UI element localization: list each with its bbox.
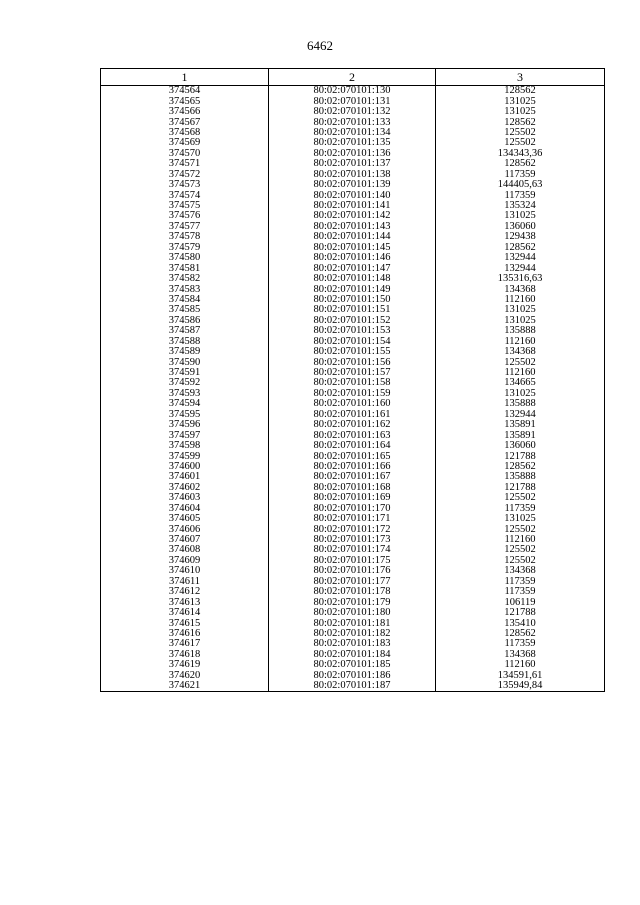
value-cell: 131025: [436, 96, 605, 106]
value-cell: 131025: [436, 316, 605, 326]
page-number: 6462: [307, 38, 333, 53]
row-number-cell: 374615: [101, 618, 269, 628]
cadastral-number-cell: 80:02:070101:181: [269, 618, 436, 628]
row-number-cell: 374572: [101, 170, 269, 180]
cadastral-number-cell: 80:02:070101:155: [269, 347, 436, 357]
table-row: [101, 420, 605, 430]
row-number-cell: 374569: [101, 138, 269, 148]
row-number-cell: 374584: [101, 295, 269, 305]
value-cell: 117359: [436, 170, 605, 180]
row-number-cell: 374582: [101, 274, 269, 284]
row-number-cell: 374574: [101, 190, 269, 200]
value-cell: 134591,61: [436, 671, 605, 681]
table-row: [101, 587, 605, 597]
table-row: [101, 180, 605, 190]
value-cell: 117359: [436, 587, 605, 597]
value-cell: 135410: [436, 618, 605, 628]
cadastral-number-cell: 80:02:070101:143: [269, 222, 436, 232]
row-number-cell: 374603: [101, 493, 269, 503]
value-cell: 117359: [436, 504, 605, 514]
table-row: [101, 493, 605, 503]
value-cell: 132944: [436, 410, 605, 420]
cadastral-number-cell: 80:02:070101:135: [269, 138, 436, 148]
table-row: [101, 274, 605, 284]
value-cell: 121788: [436, 608, 605, 618]
value-cell: 136060: [436, 222, 605, 232]
cadastral-number-cell: 80:02:070101:172: [269, 524, 436, 534]
value-cell: 121788: [436, 483, 605, 493]
row-number-cell: 374591: [101, 368, 269, 378]
table-row: [101, 326, 605, 336]
row-number-cell: 374583: [101, 284, 269, 294]
cadastral-number-cell: 80:02:070101:130: [269, 86, 436, 97]
cadastral-number-cell: 80:02:070101:177: [269, 577, 436, 587]
cadastral-number-cell: 80:02:070101:148: [269, 274, 436, 284]
row-number-cell: 374580: [101, 253, 269, 263]
value-cell: 128562: [436, 86, 605, 97]
cadastral-number-cell: 80:02:070101:183: [269, 639, 436, 649]
cadastral-number-cell: 80:02:070101:179: [269, 597, 436, 607]
row-number-cell: 374598: [101, 441, 269, 451]
column-header-2: 2: [269, 69, 436, 86]
cadastral-number-cell: 80:02:070101:142: [269, 211, 436, 221]
value-cell: 135324: [436, 201, 605, 211]
table-row: [101, 253, 605, 263]
value-cell: 128562: [436, 243, 605, 253]
table-body: [101, 86, 605, 692]
value-cell: 121788: [436, 451, 605, 461]
value-cell: 136060: [436, 441, 605, 451]
table-header-row: [101, 69, 605, 86]
value-cell: 135888: [436, 399, 605, 409]
row-number-cell: 374592: [101, 378, 269, 388]
value-cell: 135949,84: [436, 681, 605, 692]
row-number-cell: 374612: [101, 587, 269, 597]
row-number-cell: 374573: [101, 180, 269, 190]
value-cell: 125502: [436, 128, 605, 138]
value-cell: 144405,63: [436, 180, 605, 190]
cadastral-number-cell: 80:02:070101:174: [269, 545, 436, 555]
row-number-cell: 374619: [101, 660, 269, 670]
cadastral-number-cell: 80:02:070101:169: [269, 493, 436, 503]
value-cell: 125502: [436, 493, 605, 503]
row-number-cell: 374602: [101, 483, 269, 493]
column-header-1: 1: [101, 69, 269, 86]
row-number-cell: 374588: [101, 337, 269, 347]
value-cell: 117359: [436, 639, 605, 649]
row-number-cell: 374617: [101, 639, 269, 649]
table-row: [101, 441, 605, 451]
cadastral-number-cell: 80:02:070101:145: [269, 243, 436, 253]
row-number-cell: 374595: [101, 410, 269, 420]
cadastral-number-cell: 80:02:070101:167: [269, 472, 436, 482]
cadastral-number-cell: 80:02:070101:150: [269, 295, 436, 305]
row-number-cell: 374616: [101, 629, 269, 639]
value-cell: 134368: [436, 347, 605, 357]
table-row: [101, 347, 605, 357]
cadastral-number-cell: 80:02:070101:182: [269, 629, 436, 639]
value-cell: 128562: [436, 117, 605, 127]
cadastral-number-cell: 80:02:070101:147: [269, 263, 436, 273]
table-row: [101, 232, 605, 242]
row-number-cell: 374608: [101, 545, 269, 555]
cadastral-number-cell: 80:02:070101:134: [269, 128, 436, 138]
cadastral-number-cell: 80:02:070101:139: [269, 180, 436, 190]
value-cell: 117359: [436, 190, 605, 200]
row-number-cell: 374601: [101, 472, 269, 482]
value-cell: 128562: [436, 159, 605, 169]
cadastral-number-cell: 80:02:070101:161: [269, 410, 436, 420]
cadastral-number-cell: 80:02:070101:173: [269, 535, 436, 545]
value-cell: 131025: [436, 514, 605, 524]
cadastral-number-cell: 80:02:070101:149: [269, 284, 436, 294]
row-number-cell: 374621: [101, 681, 269, 692]
value-cell: 131025: [436, 389, 605, 399]
value-cell: 125502: [436, 556, 605, 566]
row-number-cell: 374590: [101, 357, 269, 367]
value-cell: 128562: [436, 629, 605, 639]
cadastral-number-cell: 80:02:070101:180: [269, 608, 436, 618]
cadastral-number-cell: 80:02:070101:166: [269, 462, 436, 472]
row-number-cell: 374599: [101, 451, 269, 461]
row-number-cell: 374587: [101, 326, 269, 336]
cadastral-number-cell: 80:02:070101:146: [269, 253, 436, 263]
cadastral-number-cell: 80:02:070101:171: [269, 514, 436, 524]
row-number-cell: 374577: [101, 222, 269, 232]
row-number-cell: 374606: [101, 524, 269, 534]
cadastral-number-cell: 80:02:070101:185: [269, 660, 436, 670]
cadastral-number-cell: 80:02:070101:140: [269, 190, 436, 200]
cadastral-number-cell: 80:02:070101:168: [269, 483, 436, 493]
table-row: [101, 399, 605, 409]
table-row: [101, 159, 605, 169]
cadastral-number-cell: 80:02:070101:137: [269, 159, 436, 169]
cadastral-number-cell: 80:02:070101:154: [269, 337, 436, 347]
row-number-cell: 374567: [101, 117, 269, 127]
value-cell: 134665: [436, 378, 605, 388]
cadastral-number-cell: 80:02:070101:131: [269, 96, 436, 106]
value-cell: 112160: [436, 368, 605, 378]
cadastral-number-cell: 80:02:070101:175: [269, 556, 436, 566]
row-number-cell: 374610: [101, 566, 269, 576]
row-number-cell: 374581: [101, 263, 269, 273]
row-number-cell: 374565: [101, 96, 269, 106]
cadastral-number-cell: 80:02:070101:170: [269, 504, 436, 514]
table-row: [101, 86, 605, 97]
table-row: [101, 566, 605, 576]
column-header-3: 3: [436, 69, 605, 86]
cadastral-number-cell: 80:02:070101:156: [269, 357, 436, 367]
row-number-cell: 374566: [101, 107, 269, 117]
value-cell: 132944: [436, 263, 605, 273]
cadastral-number-cell: 80:02:070101:165: [269, 451, 436, 461]
cadastral-number-cell: 80:02:070101:162: [269, 420, 436, 430]
table-row: [101, 660, 605, 670]
row-number-cell: 374571: [101, 159, 269, 169]
cadastral-number-cell: 80:02:070101:176: [269, 566, 436, 576]
value-cell: 134368: [436, 650, 605, 660]
value-cell: 132944: [436, 253, 605, 263]
table-row: [101, 681, 605, 692]
row-number-cell: 374609: [101, 556, 269, 566]
cadastral-number-cell: 80:02:070101:163: [269, 430, 436, 440]
value-cell: 125502: [436, 524, 605, 534]
value-cell: 134343,36: [436, 149, 605, 159]
value-cell: 135891: [436, 420, 605, 430]
row-number-cell: 374594: [101, 399, 269, 409]
cadastral-number-cell: 80:02:070101:158: [269, 378, 436, 388]
row-number-cell: 374568: [101, 128, 269, 138]
value-cell: 112160: [436, 660, 605, 670]
row-number-cell: 374589: [101, 347, 269, 357]
value-cell: 131025: [436, 305, 605, 315]
row-number-cell: 374578: [101, 232, 269, 242]
row-number-cell: 374613: [101, 597, 269, 607]
value-cell: 125502: [436, 545, 605, 555]
row-number-cell: 374618: [101, 650, 269, 660]
cadastral-number-cell: 80:02:070101:160: [269, 399, 436, 409]
value-cell: 131025: [436, 107, 605, 117]
cadastral-number-cell: 80:02:070101:164: [269, 441, 436, 451]
cadastral-number-cell: 80:02:070101:186: [269, 671, 436, 681]
table-row: [101, 608, 605, 618]
row-number-cell: 374611: [101, 577, 269, 587]
row-number-cell: 374593: [101, 389, 269, 399]
table-row: [101, 107, 605, 117]
cadastral-number-cell: 80:02:070101:178: [269, 587, 436, 597]
value-cell: 117359: [436, 577, 605, 587]
value-cell: 112160: [436, 337, 605, 347]
value-cell: 125502: [436, 357, 605, 367]
value-cell: 135891: [436, 430, 605, 440]
cadastral-number-cell: 80:02:070101:184: [269, 650, 436, 660]
data-table: [100, 68, 605, 692]
cadastral-number-cell: 80:02:070101:159: [269, 389, 436, 399]
row-number-cell: 374564: [101, 86, 269, 97]
row-number-cell: 374576: [101, 211, 269, 221]
cadastral-number-cell: 80:02:070101:152: [269, 316, 436, 326]
row-number-cell: 374579: [101, 243, 269, 253]
row-number-cell: 374586: [101, 316, 269, 326]
row-number-cell: 374605: [101, 514, 269, 524]
value-cell: 135316,63: [436, 274, 605, 284]
value-cell: 134368: [436, 284, 605, 294]
cadastral-number-cell: 80:02:070101:187: [269, 681, 436, 692]
row-number-cell: 374575: [101, 201, 269, 211]
value-cell: 106119: [436, 597, 605, 607]
cadastral-number-cell: 80:02:070101:136: [269, 149, 436, 159]
cadastral-number-cell: 80:02:070101:132: [269, 107, 436, 117]
row-number-cell: 374607: [101, 535, 269, 545]
value-cell: 135888: [436, 326, 605, 336]
value-cell: 129438: [436, 232, 605, 242]
cadastral-number-cell: 80:02:070101:133: [269, 117, 436, 127]
value-cell: 135888: [436, 472, 605, 482]
row-number-cell: 374597: [101, 430, 269, 440]
value-cell: 131025: [436, 211, 605, 221]
value-cell: 134368: [436, 566, 605, 576]
row-number-cell: 374596: [101, 420, 269, 430]
table-row: [101, 514, 605, 524]
cadastral-number-cell: 80:02:070101:153: [269, 326, 436, 336]
row-number-cell: 374600: [101, 462, 269, 472]
cadastral-number-cell: 80:02:070101:151: [269, 305, 436, 315]
value-cell: 128562: [436, 462, 605, 472]
row-number-cell: 374620: [101, 671, 269, 681]
row-number-cell: 374614: [101, 608, 269, 618]
value-cell: 125502: [436, 138, 605, 148]
row-number-cell: 374570: [101, 149, 269, 159]
cadastral-number-cell: 80:02:070101:157: [269, 368, 436, 378]
cadastral-number-cell: 80:02:070101:141: [269, 201, 436, 211]
cadastral-number-cell: 80:02:070101:144: [269, 232, 436, 242]
cadastral-number-cell: 80:02:070101:138: [269, 170, 436, 180]
value-cell: 112160: [436, 295, 605, 305]
value-cell: 112160: [436, 535, 605, 545]
row-number-cell: 374604: [101, 504, 269, 514]
row-number-cell: 374585: [101, 305, 269, 315]
